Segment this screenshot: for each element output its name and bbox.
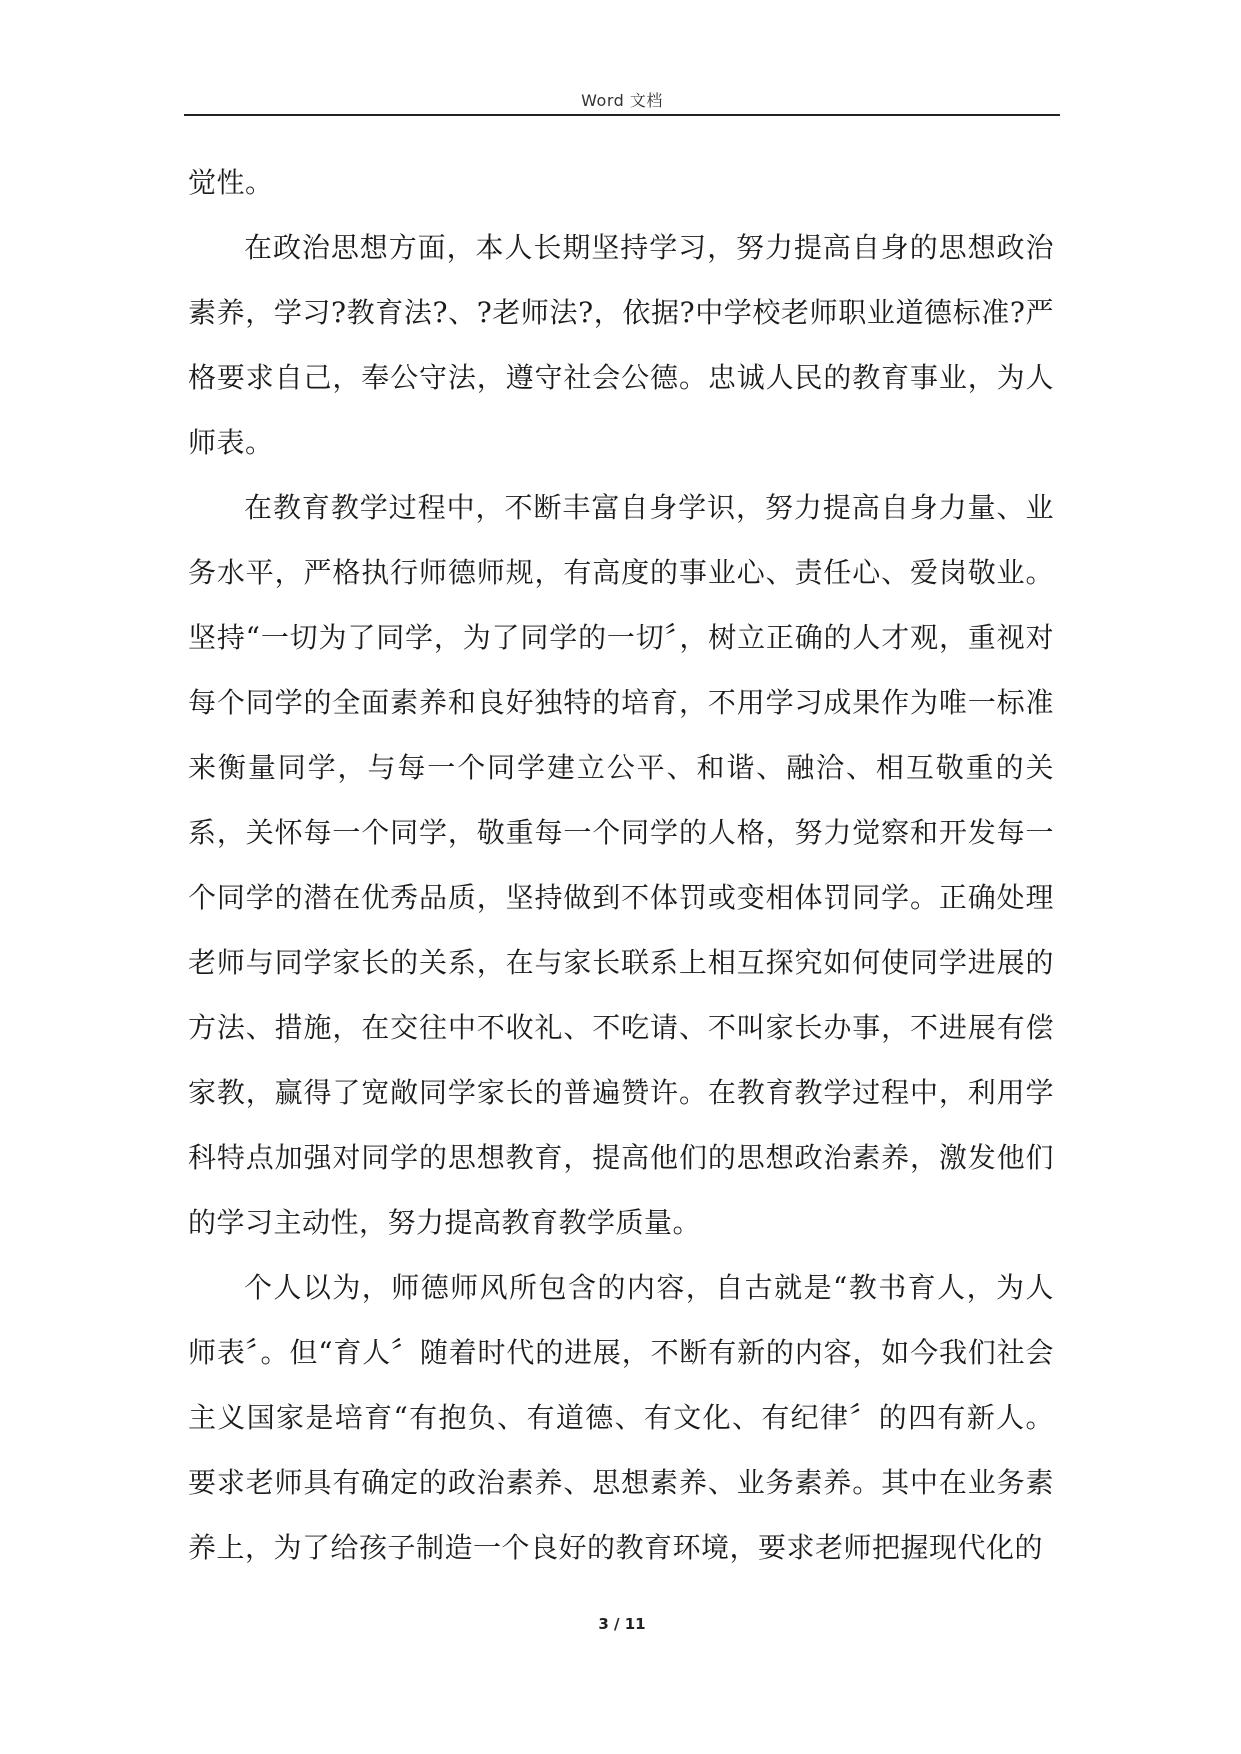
paragraph-teaching-process: 在教育教学过程中，不断丰富自身学识，努力提高自身力量、业务水平，严格执行师德师规，有高度的事业心、责任心、爱岗敬业。坚持“一切为了同学，为了同学的一切〞，树立正确的人才观，重视对每个同学的全面素养和良好独特的培育，不用学习成果作为唯一标准来衡量同学，与每一个同学建立公平、和谐、融洽、相互敬重的关系，关怀每一个同学，敬重每一个同学的人格，努力觉察和开发每一个同学的潜在优秀品质，坚持做到不体罚或变相体罚同学。正确处理老师与同学家长的关系，在与家长联系上相互探究如何使同学进展的方法、措施，在交往中不收礼、不吃请、不叫家长办事，不进展有偿家教，赢得了宽敞同学家长的普遍赞许。在教育教学过程中，利用学科特点加强对同学的思想教育，提高他们的思想政治素养，激发他们的学习主动性，努力提高教育教学质量。 — [188, 491, 1054, 1239]
paragraph-teacher-ethics: 个人以为，师德师风所包含的内容，自古就是“教书育人，为人师表〞。但“育人〞随着时代的进展，不断有新的内容，如今我们社会主义国家是培育“有抱负、有道德、有文化、有纪律〞的四有新人。要求老师具有确定的政治素养、思想素养、业务素养。其中在业务素养上，为了给孩子制造一个良好的教育环境，要求老师把握现代化的 — [188, 1271, 1054, 1564]
paragraph-continuation: 觉性。 — [188, 166, 274, 199]
document-body — [188, 150, 1054, 1580]
paragraph-political-thought: 在政治思想方面，本人长期坚持学习，努力提高自身的思想政治素养，学习?教育法?、?老师法?，依据?中学校老师职业道德标准?严格要求自己，奉公守法，遵守社会公德。忠诚人民的教育事业，为人师表。 — [188, 231, 1054, 459]
page-header: Word 文档 — [581, 91, 663, 110]
header-divider — [184, 114, 1060, 116]
page-number: 3 / 11 — [598, 1615, 646, 1633]
